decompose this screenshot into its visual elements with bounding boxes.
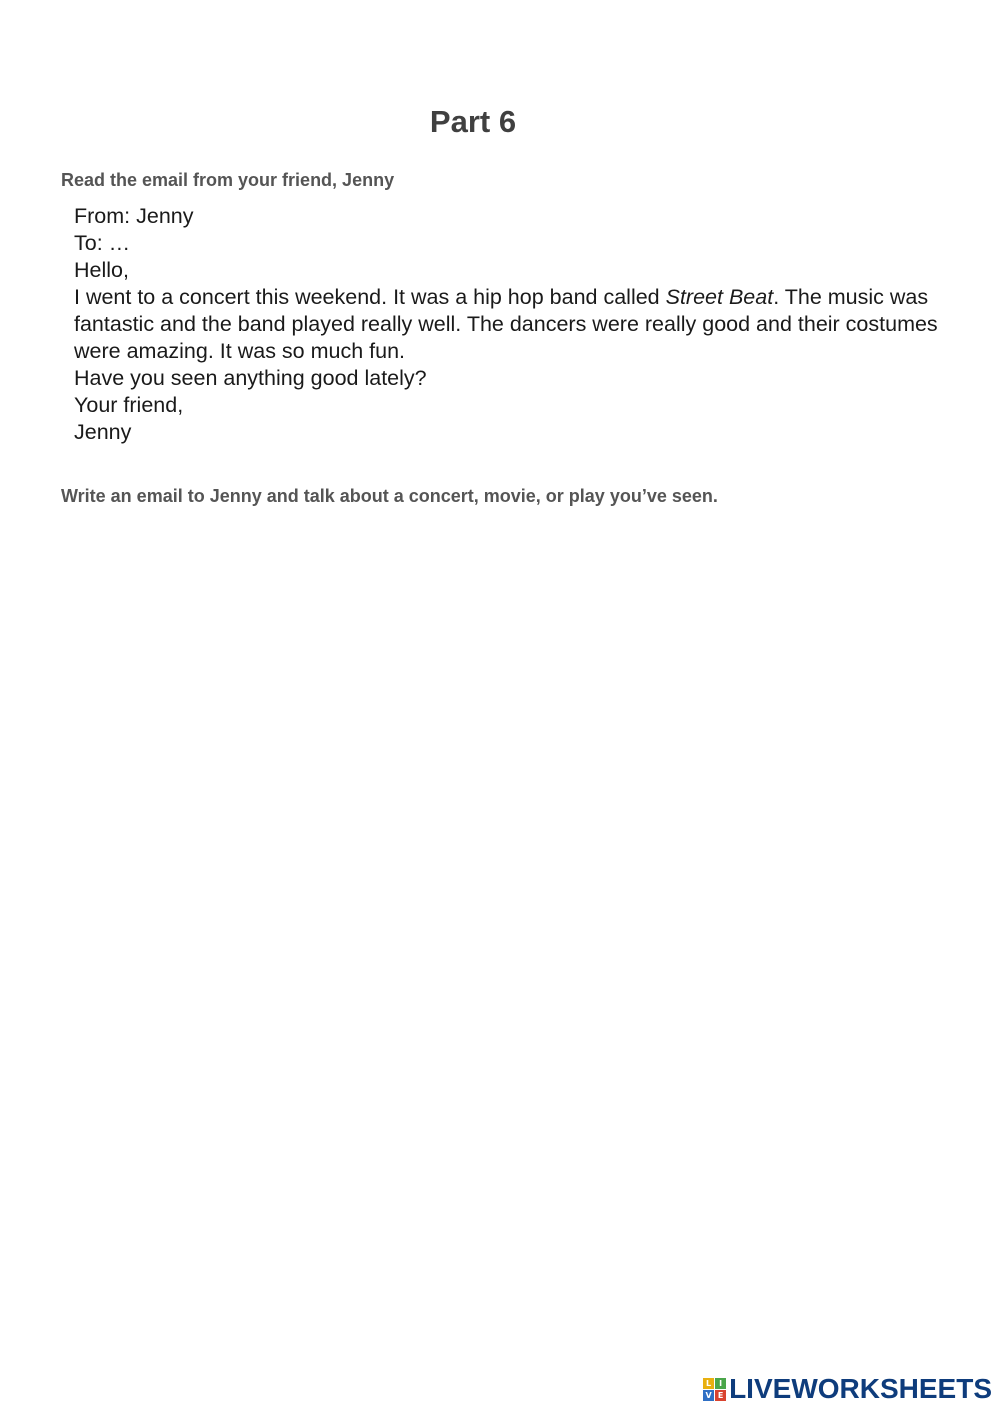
page-title: Part 6 [429, 104, 517, 139]
email-body-start: I went to a concert this weekend. It was a hip hop band called [74, 285, 666, 309]
band-name: Street Beat [665, 285, 774, 309]
email-from: From: Jenny [74, 204, 194, 228]
read-instruction: Read the email from your friend, Jenny [61, 170, 395, 190]
logo-letter-l: L [703, 1378, 714, 1389]
logo-letter-i: I [715, 1378, 726, 1389]
email-closing: Your friend, [74, 393, 184, 417]
email-greeting: Hello, [74, 258, 129, 282]
liveworksheets-wordmark: LIVEWORKSHEETS [729, 1373, 992, 1404]
logo-letter-e: E [715, 1390, 726, 1401]
write-instruction: Write an email to Jenny and talk about a concert, movie, or play you’ve seen. [61, 486, 718, 506]
logo-letter-v: V [703, 1390, 714, 1401]
liveworksheets-branding [703, 1373, 992, 1405]
email-to: To: … [74, 231, 131, 255]
liveworksheets-logo-icon [703, 1378, 726, 1401]
email-signature: Jenny [74, 420, 132, 444]
email-question: Have you seen anything good lately? [74, 366, 427, 390]
email-message [74, 203, 954, 446]
email-body-end: . The music was fantastic and the band played really well. The dancers were really good and their costumes were amazing. It was so much fun. [74, 285, 938, 363]
email-body [74, 284, 954, 365]
